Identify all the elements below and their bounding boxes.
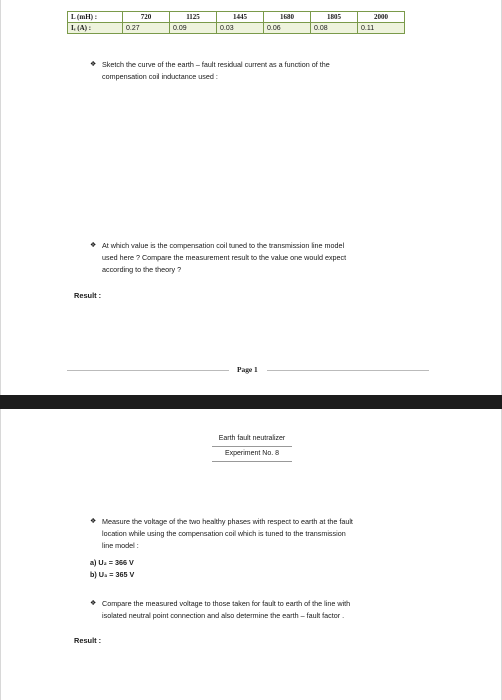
header-rule bbox=[212, 446, 292, 447]
table-cell: 1445 bbox=[217, 12, 264, 23]
table-cell: 0.09 bbox=[170, 23, 217, 34]
footer-rule-right bbox=[267, 370, 429, 371]
diamond-bullet-icon: ❖ bbox=[90, 242, 97, 249]
bullet-text: At which value is the compensation coil tuned to the transmission line model used here ? Compare the measurement result to the value one would expect according to the theory ? bbox=[102, 241, 347, 274]
table-row bbox=[68, 12, 405, 23]
page-number: Page 1 bbox=[237, 365, 258, 374]
header-title: Earth fault neutralizer bbox=[218, 435, 286, 442]
table-cell: 0.06 bbox=[264, 23, 311, 34]
table-cell: 2000 bbox=[358, 12, 405, 23]
bullet-text: Measure the voltage of the two healthy phases with respect to earth at the fault location while using the compensation coil which is tuned to the transmission line model : bbox=[102, 517, 353, 550]
table-row-label: L (mH) : bbox=[68, 12, 123, 23]
document-page-2 bbox=[0, 409, 502, 700]
table-cell: 0.03 bbox=[217, 23, 264, 34]
table-cell: 0.27 bbox=[123, 23, 170, 34]
header-experiment: Experiment No. 8 bbox=[224, 450, 280, 457]
diamond-bullet-icon: ❖ bbox=[90, 600, 97, 607]
page-footer bbox=[67, 365, 429, 375]
table-cell: 1125 bbox=[170, 12, 217, 23]
footer-rule-left bbox=[67, 370, 229, 371]
table-cell: 0.11 bbox=[358, 23, 405, 34]
result-label: Result : bbox=[74, 291, 102, 300]
table-cell: 1680 bbox=[264, 12, 311, 23]
answer-b: b) U₃ = 365 V bbox=[90, 570, 135, 579]
bullet-text: Compare the measured voltage to those taken for fault to earth of the line with isolated neutral point connection and also determine the earth – fault factor . bbox=[102, 599, 351, 620]
header-rule bbox=[212, 461, 292, 462]
table-row-label: Iₑ (A) : bbox=[68, 23, 123, 34]
result-label: Result : bbox=[74, 636, 102, 645]
table-cell: 0.08 bbox=[311, 23, 358, 34]
table-cell: 720 bbox=[123, 12, 170, 23]
bullet-text: Sketch the curve of the earth – fault residual current as a function of the compensation coil inductance used : bbox=[102, 60, 330, 81]
page-separator bbox=[0, 395, 502, 409]
table-cell: 1805 bbox=[311, 12, 358, 23]
table-row bbox=[68, 23, 405, 34]
answer-a: a) U₂ = 366 V bbox=[90, 558, 134, 567]
diamond-bullet-icon: ❖ bbox=[90, 518, 97, 525]
measurement-table bbox=[67, 11, 405, 34]
diamond-bullet-icon: ❖ bbox=[90, 61, 97, 68]
